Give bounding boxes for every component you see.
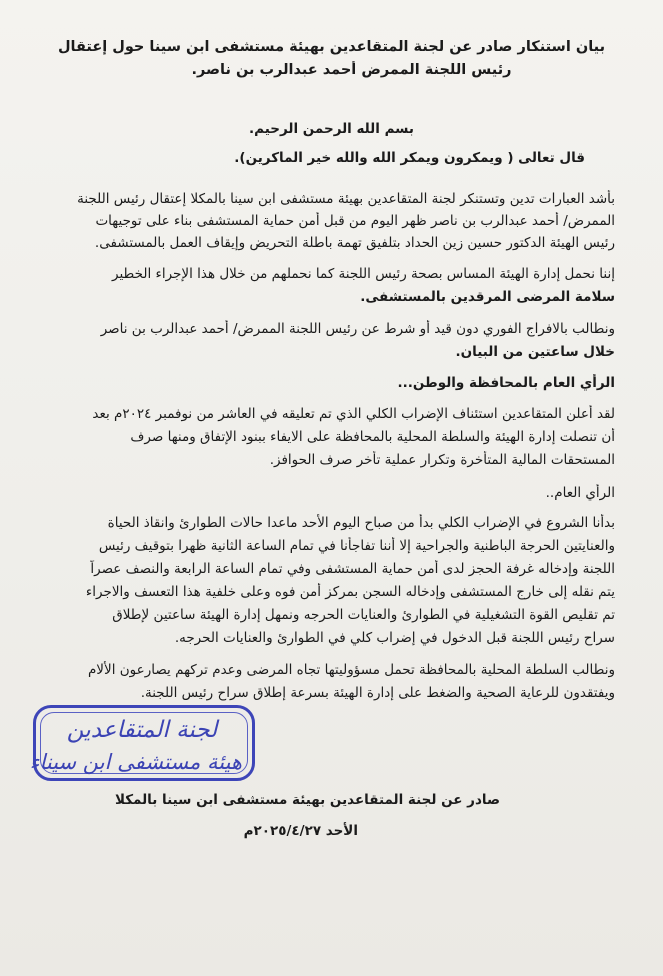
paragraph-1-line-2: الممرض/ أحمد عبدالرب بن ناصر ظهر اليوم من قبل أمن حماية المستشفى بناء على توجيهات [95,213,615,229]
heading-public-opinion: الرأي العام.. [545,485,615,501]
heading-public-opinion-nation: الرأي العام بالمحافظة والوطن... [397,375,615,391]
paragraph-5-line-3: اللجنة وإدخاله غرفة الحجز لدى أمن حماية المستشفى وفي تمام الساعة الرابعة والنصف عصراً [90,561,615,577]
issue-date: الأحد ٢٠٢٥/٤/٢٧م [243,823,358,839]
paragraph-5-line-4: يتم نقله إلى خارج المستشفى وإدخاله السجن بمركز أمن فوه وعلى خلفية هذا التعسف والاجراء [85,584,615,600]
paragraph-2-line-2: سلامة المرضى المرقدين بالمستشفى. [360,289,615,305]
quran-verse: قال تعالى ( ويمكرون ويمكر الله والله خير الماكرين). [234,150,585,166]
stamp-line-2: هيئة مستشفى ابن سيناء [29,750,242,774]
paragraph-5-line-5: تم تقليص القوة التشغيلية في الطوارئ والعنايات الحرجه ونمهل إدارة الهيئة ساعتين لإطلاق [112,607,615,623]
paragraph-5-line-6: سراح رئيس اللجنة قبل الدخول في إضراب كلي في الطوارئ والعنايات الحرجه. [174,630,615,646]
paragraph-2-line-1: إننا نحمل إدارة الهيئة المساس بصحة رئيس اللجنة كما نحملهم من خلال هذا الإجراء الخطير [112,266,615,282]
paragraph-3-line-1: ونطالب بالافراج الفوري دون قيد أو شرط عن رئيس اللجنة الممرض/ أحمد عبدالرب بن ناصر [100,321,615,337]
committee-stamp [29,705,255,781]
paragraph-1-line-1: بأشد العبارات تدين وتستنكر لجنة المتقاعدين بهيئة مستشفى ابن سينا بالمكلا إعتقال رئيس اللجنة [77,191,615,207]
paragraph-5-line-1: بدأنا الشروع في الإضراب الكلي بدأ من صباح اليوم الأحد ماعدا حالات الطوارئ وانقاذ الحياة [107,515,615,531]
title-line-2: رئيس اللجنة الممرض أحمد عبدالرب بن ناصر. [191,62,512,78]
paragraph-5-line-2: والعنايتين الحرجة الباطنية والجراحية إلا أننا تفاجأنا في تمام الساعة الثانية ظهرا بتوقيف رئيس [98,538,615,554]
issued-by-signature: صادر عن لجنة المتقاعدين بهيئة مستشفى ابن سينا بالمكلا [114,792,500,808]
paragraph-6-line-1: ونطالب السلطة المحلية بالمحافظة تحمل مسؤوليتها تجاه المرضى وعدم تركهم يصارعون الألام [87,662,615,678]
stamp-line-1: لجنة المتقاعدين [66,717,218,743]
title-line-1: بيان استنكار صادر عن لجنة المتقاعدين بهيئة مستشفى ابن سينا حول إعتقال [57,39,606,55]
paragraph-6-line-2: ويفتقدون للرعاية الصحية والضغط على إدارة الهيئة بسرعة إطلاق سراح رئيس اللجنة. [140,685,615,701]
paragraph-4-line-1: لقد أعلن المتقاعدين استئناف الإضراب الكلي الذي تم تعليقه في العاشر من نوفمبر ٢٠٢٤م بعد [92,406,615,422]
basmala: بسم الله الرحمن الرحيم. [249,121,414,137]
paragraph-4-line-3: المستحقات المالية المتأخرة وتكرار عملية تأخر صرف الحوافز. [269,452,615,468]
paragraph-1-line-3: رئيس الهيئة الدكتور حسين زين الحداد بتلفيق تهمة باطلة التحريض وإيقاف العمل بالمستشفى. [94,235,615,251]
paragraph-3-line-2: خلال ساعتين من البيان. [455,344,615,360]
paragraph-4-line-2: أن تنصلت إدارة الهيئة والسلطة المحلية بالمحافظة على الايفاء ببنود الإتفاق ومنها صرف [130,429,615,445]
